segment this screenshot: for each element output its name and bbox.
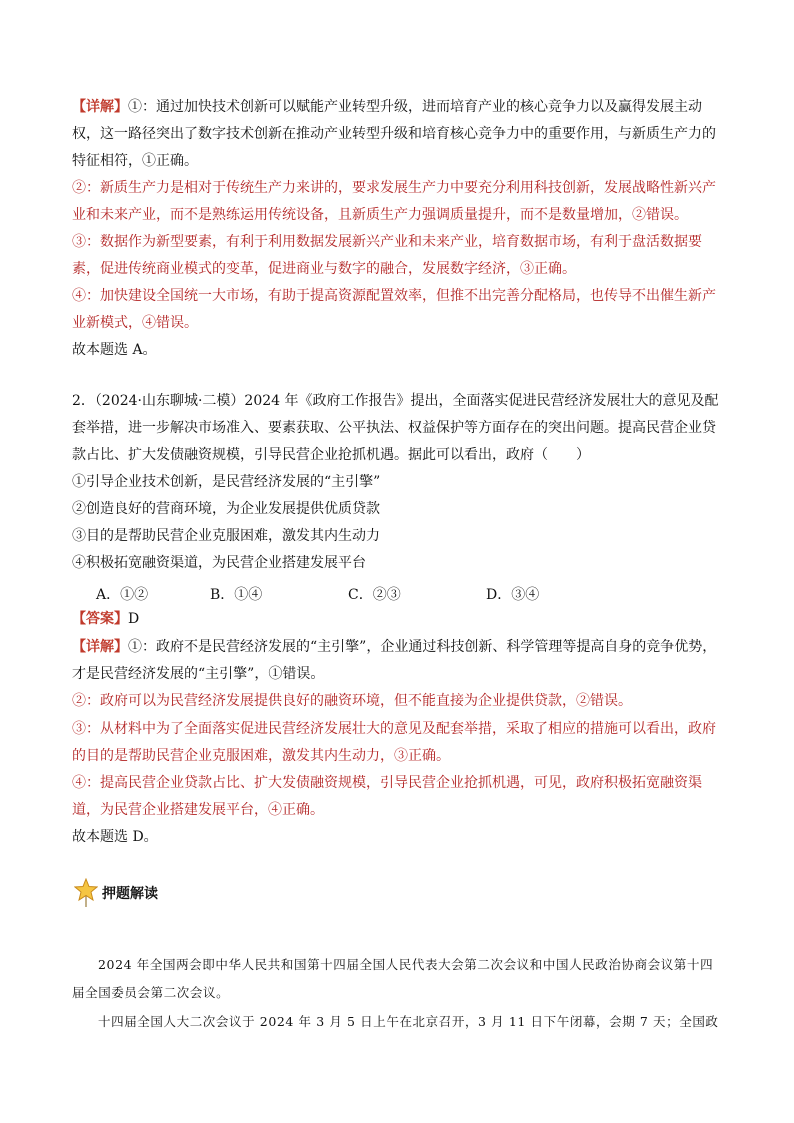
option-b[interactable]: B．①④ xyxy=(210,587,263,603)
section-header xyxy=(74,878,158,908)
answer-tag: 【答案】 xyxy=(72,611,128,627)
q2-explain-line1-text: ①：政府不是民营经济发展的“主引擎”，企业通过科技创新、科学管理等提高自身的竞争优势，才是民营经济发展的“主引擎”，①错误。 xyxy=(72,639,717,682)
q2-item-2: ②创造良好的营商环境，为企业发展提供优质贷款 xyxy=(72,501,380,517)
q2-item-3: ③目的是帮助民营企业克服困难，激发其内生动力 xyxy=(72,528,380,544)
explain-tag: 【详解】 xyxy=(72,639,128,655)
explain-tag: 【详解】 xyxy=(72,99,128,115)
q2-options xyxy=(72,582,728,609)
q2-conclusion: 故本题选 D。 xyxy=(72,829,158,845)
q2-explain-line1 xyxy=(72,634,728,688)
q2-item-1: ①引导企业技术创新，是民营经济发展的“主引擎” xyxy=(72,474,381,490)
option-d[interactable]: D．③④ xyxy=(486,587,540,603)
section-title: 押题解读 xyxy=(102,886,158,902)
section-paragraph-2: 十四届全国人大二次会议于 2024 年 3 月 5 日上午在北京召开，3 月 11 日下午闭幕，会期 7 天；全国政 xyxy=(98,1013,719,1029)
section-paragraph-1: 2024 年全国两会即中华人民共和国第十四届全国人民代表大会第二次会议和中国人民政治协商会议第十四届全国委员会第二次会议。 xyxy=(72,956,714,1000)
q1-explain-line1 xyxy=(72,94,728,175)
q2-explain-line3: ③：从材料中为了全面落实促进民营经济发展壮大的意见及配套举措，采取了相应的措施可以看出，政府的目的是帮助民营企业克服困难，激发其内生动力，③正确。 xyxy=(72,721,716,764)
q1-conclusion: 故本题选 A。 xyxy=(72,342,157,358)
star-icon xyxy=(74,878,98,908)
q1-explain-line4: ④：加快建设全国统一大市场，有助于提高资源配置效率，但推不出完善分配格局，也传导不出催生新产业新模式，④错误。 xyxy=(72,288,716,331)
q1-explain-line3: ③：数据作为新型要素，有利于利用数据发展新兴产业和未来产业，培育数据市场，有利于盘活数据要素，促进传统商业模式的变革，促进商业与数字的融合，发展数字经济，③正确。 xyxy=(72,234,702,277)
q2-item-4: ④积极拓宽融资渠道，为民营企业搭建发展平台 xyxy=(72,555,366,571)
q2-answer xyxy=(72,606,728,633)
q1-explain-line2: ②：新质生产力是相对于传统生产力来讲的，要求发展生产力中要充分利用科技创新，发展战略性新兴产业和未来产业，而不是熟练运用传统设备，且新质生产力强调质量提升，而不是数量增加，②错误。 xyxy=(72,180,716,223)
q1-explain-line1-text: ①：通过加快技术创新可以赋能产业转型升级，进而培育产业的核心竞争力以及赢得发展主动权，这一路径突出了数字技术创新在推动产业转型升级和培育核心竞争力中的重要作用，与新质生产力的特征相符，①正确。 xyxy=(72,99,716,169)
q2-explain-line4: ④：提高民营企业贷款占比、扩大发债融资规模，引导民营企业抢抓机遇，可见，政府积极拓宽融资渠道，为民营企业搭建发展平台，④正确。 xyxy=(72,775,702,818)
answer-value: D xyxy=(128,611,140,627)
q2-stem: 2．（2024·山东聊城·二模）2024 年《政府工作报告》提出，全面落实促进民营经济发展壮大的意见及配套举措，进一步解决市场准入、要素获取、公平执法、权益保护等方面存在的突出问题。提高民营企业贷款占比、扩大发债融资规模，引导民营企业抢抓机遇。据此可以看出，政府（ ） xyxy=(72,393,719,463)
q2-explain-line2: ②：政府可以为民营经济发展提供良好的融资环境，但不能直接为企业提供贷款，②错误。 xyxy=(72,693,632,709)
option-a[interactable]: A．①② xyxy=(96,587,149,603)
option-c[interactable]: C．②③ xyxy=(348,587,401,603)
